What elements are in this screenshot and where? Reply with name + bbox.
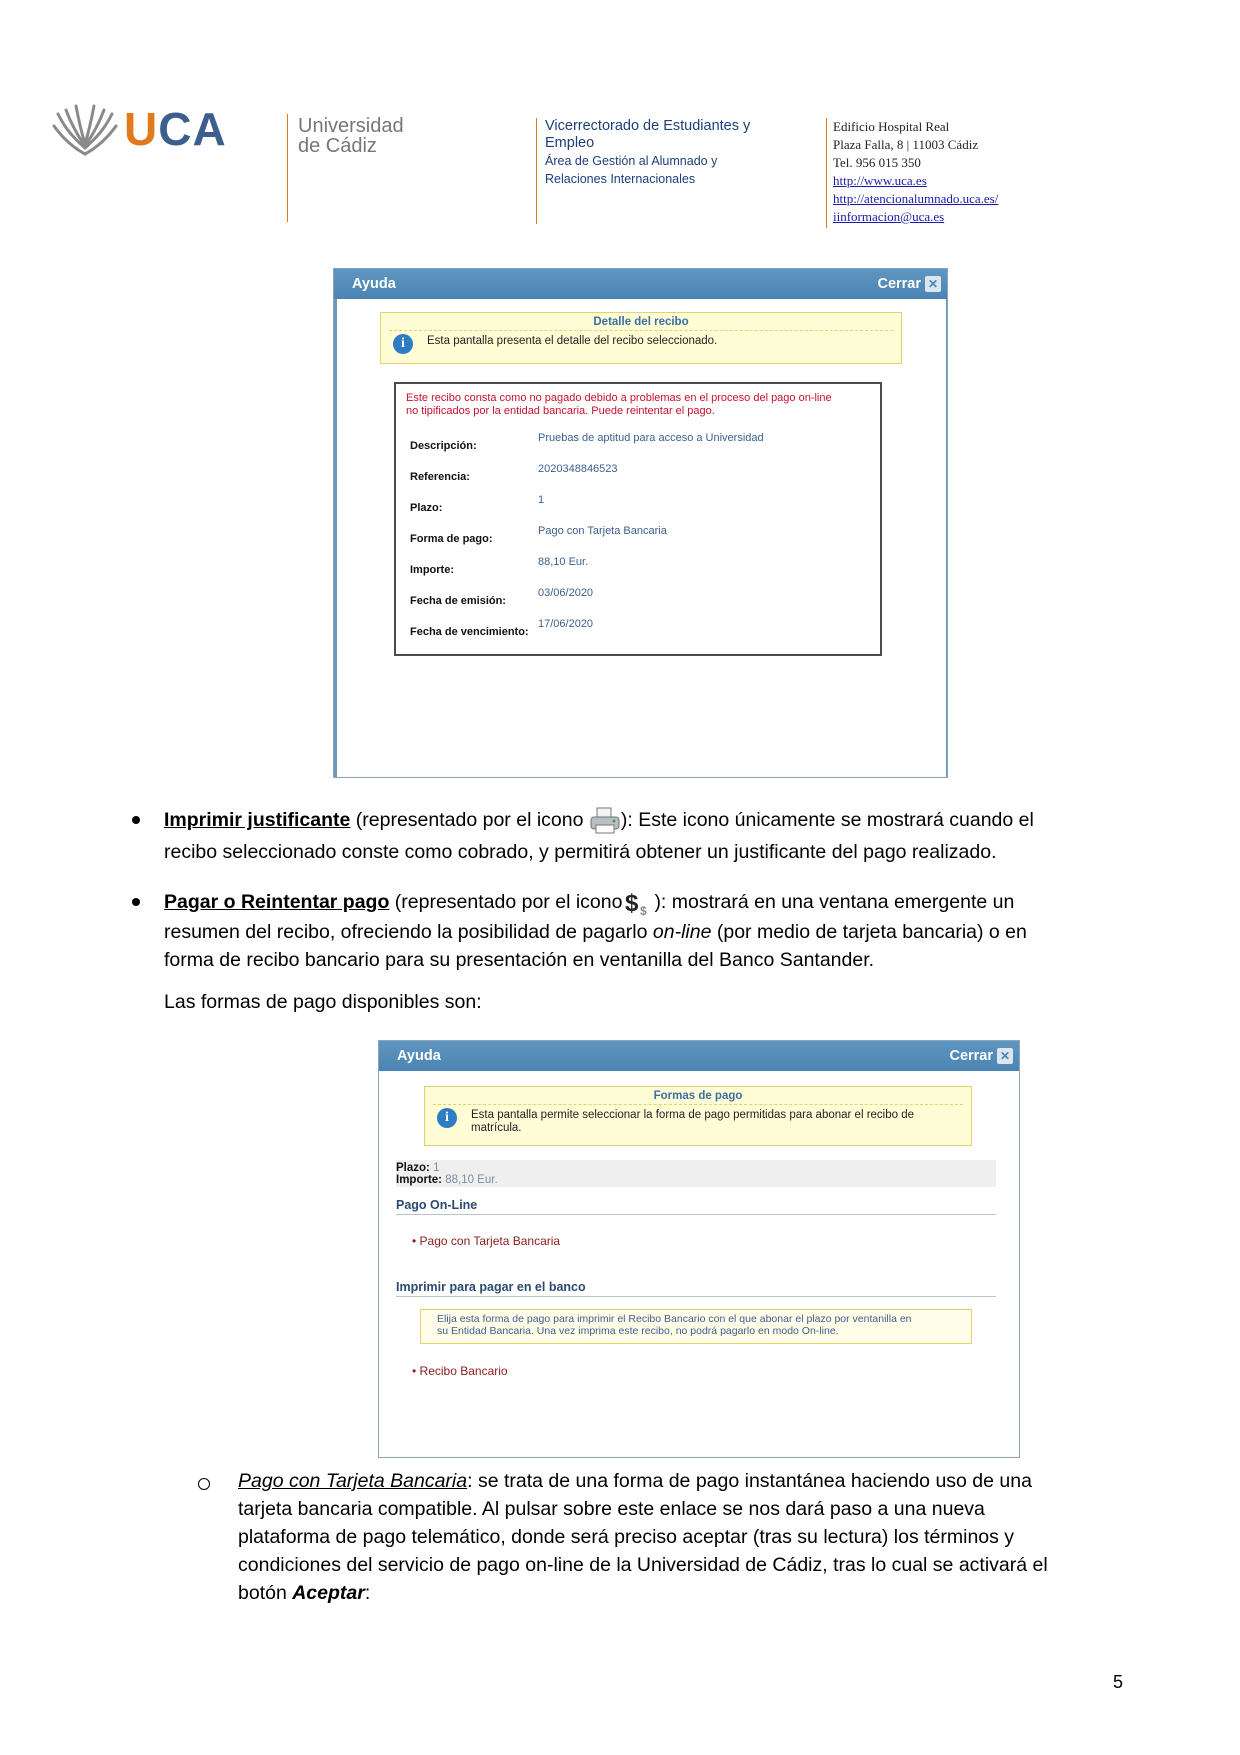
uca-wordmark (124, 104, 227, 154)
address-block (826, 118, 1086, 228)
addr-line3: Tel. 956 015 350 (833, 155, 921, 170)
sub-item-line5 (238, 1579, 1118, 1607)
receipt-fields (406, 430, 870, 647)
window-right-border (946, 299, 947, 777)
close-label: Cerrar (877, 276, 921, 292)
addr-line1: Edificio Hospital Real (833, 119, 950, 134)
bullet-text: (representado por el icono (389, 891, 623, 914)
svg-text:$: $ (625, 890, 639, 917)
bullet-text: (representado por el icono (350, 809, 589, 832)
field-label: Referencia: (410, 471, 470, 483)
receipt-row (406, 554, 870, 585)
receipt-row (406, 585, 870, 616)
close-icon[interactable]: ✕ (925, 276, 941, 292)
close-button[interactable] (949, 1041, 1013, 1071)
bullet-text: ): Este icono únicamente se mostrará cuando el (620, 809, 1034, 832)
info-box-title: Detalle del recibo (389, 313, 893, 331)
window-left-border (334, 299, 337, 777)
email-link[interactable]: iinformacion@uca.es (833, 209, 945, 224)
info-box-receipt (380, 312, 902, 364)
university-name-line2: de Cádiz (298, 135, 377, 157)
field-label: Fecha de vencimiento: (410, 626, 529, 638)
field-value: Pruebas de aptitud para acceso a Universidad (538, 432, 764, 444)
dept-line2: Empleo (545, 135, 595, 151)
imprimir-justificante-term: Imprimir justificante (164, 809, 351, 832)
plazo-label: Plazo: (396, 1162, 430, 1174)
sub-item-line1 (238, 1467, 1118, 1495)
sub-bullet (198, 1478, 210, 1490)
window-title: Ayuda (352, 276, 396, 292)
sub-item-line4: condiciones del servicio de pago on-line de la Universidad de Cádiz, tras lo cual se activará el (238, 1554, 1048, 1576)
field-label: Plazo: (410, 502, 443, 514)
payment-summary (396, 1160, 996, 1187)
dept-line4: Relaciones Internacionales (545, 172, 696, 186)
sub-item-line2: tarjeta bancaria compatible. Al pulsar sobre este enlace se nos dará paso a una nueva (238, 1498, 985, 1520)
receipt-row (406, 461, 870, 492)
uca-logo (52, 100, 404, 160)
pago-tarjeta-term: Pago con Tarjeta Bancaria (238, 1470, 468, 1492)
receipt-warning-line1: Este recibo consta como no pagado debido a problemas en el proceso del pago on-line (406, 392, 832, 404)
bullet-dot (132, 898, 140, 906)
pagar-reintentar-term: Pagar o Reintentar pago (164, 891, 390, 914)
online-emphasis: on-line (652, 921, 712, 943)
field-value: 88,10 Eur. (538, 556, 589, 568)
receipt-row (406, 430, 870, 461)
sub-item-line3: plataforma de pago telemático, donde será preciso aceptar (tras su lectura) los términos y (238, 1526, 1015, 1548)
receipt-detail-panel (394, 382, 882, 656)
bank-receipt-note-line2: su Entidad Bancaria. Una vez imprima este recibo, no podrá pagarlo en modo On-line. (437, 1325, 839, 1337)
bullet-text: (por medio de tarjeta bancaria) o en (711, 921, 1027, 943)
receipt-row (406, 492, 870, 523)
dept-line3: Área de Gestión al Alumnado y (545, 154, 718, 168)
receipt-warning (406, 392, 870, 418)
bullet-pagar-line3: forma de recibo bancario para su presentación en ventanilla del Banco Santander. (164, 949, 875, 971)
field-value: 03/06/2020 (538, 587, 594, 599)
field-value: 2020348846523 (538, 463, 618, 475)
field-label: Descripción: (410, 440, 477, 452)
page-number: 5 (1113, 1672, 1124, 1692)
sub-item-text: botón (238, 1582, 293, 1604)
pago-tarjeta-link[interactable]: • Pago con Tarjeta Bancaria (412, 1234, 561, 1248)
field-value: 17/06/2020 (538, 618, 594, 630)
receipt-row (406, 523, 870, 554)
info-icon: i (393, 334, 413, 354)
uca-emblem-icon (52, 104, 118, 156)
info-icon: i (437, 1108, 457, 1128)
receipt-row (406, 616, 870, 647)
importe-label: Importe: (396, 1174, 442, 1186)
info-box-text: Esta pantalla presenta el detalle del recibo seleccionado. (427, 335, 718, 347)
bullet-text: ): mostrará en una ventana emergente un (654, 891, 1015, 914)
bank-receipt-note-line1: Elija esta forma de pago para imprimir el Recibo Bancario con el que abonar el plazo por ventanilla en (437, 1313, 912, 1325)
uca-wordmark-text: UCA (124, 103, 227, 155)
field-label: Fecha de emisión: (410, 595, 506, 607)
bullet-text: resumen del recibo, ofreciendo la posibilidad de pagarlo (164, 921, 653, 943)
section-pago-online: Pago On-Line (396, 1198, 996, 1215)
info-box-text-line1: Esta pantalla permite seleccionar la forma de pago permitidas para abonar el recibo de (471, 1109, 915, 1121)
department-block (536, 118, 776, 224)
bullet-imprimir-line1 (164, 806, 1114, 836)
importe-value: 88,10 Eur. (445, 1174, 498, 1186)
close-button[interactable] (877, 269, 941, 299)
recibo-bancario-link[interactable]: • Recibo Bancario (412, 1364, 508, 1378)
window-title: Ayuda (397, 1048, 441, 1064)
uca-website-link[interactable]: http://www.uca.es (833, 173, 927, 188)
close-icon[interactable]: ✕ (997, 1048, 1013, 1064)
close-label: Cerrar (949, 1048, 993, 1064)
bank-receipt-note (420, 1309, 972, 1344)
dollar-icon (622, 888, 654, 918)
plazo-value: 1 (433, 1162, 440, 1174)
atencion-alumnado-link[interactable]: http://atencionalumnado.uca.es/ (833, 191, 999, 206)
window-title-bar (334, 269, 947, 299)
dept-line1: Vicerrectorado de Estudiantes y (545, 118, 751, 134)
printer-icon (589, 806, 621, 836)
bullet-imprimir-line2: recibo seleccionado conste como cobrado, y permitirá obtener un justificante del pago realizado. (164, 841, 997, 863)
field-value: Pago con Tarjeta Bancaria (538, 525, 667, 537)
window-title-bar (379, 1041, 1019, 1071)
sub-item-text: : (364, 1582, 371, 1604)
university-name-line1: Universidad (298, 115, 404, 137)
sub-item-text: : se trata de una forma de pago instantánea haciendo uso de una (467, 1470, 1032, 1492)
field-label: Forma de pago: (410, 533, 493, 545)
aceptar-term: Aceptar (292, 1582, 365, 1604)
bullet-pagar-line1 (164, 888, 1114, 918)
info-box-text-line2: matrícula. (471, 1122, 522, 1134)
section-imprimir-banco: Imprimir para pagar en el banco (396, 1280, 996, 1297)
info-box-title: Formas de pago (433, 1087, 963, 1105)
bullet-dot (132, 816, 140, 824)
svg-text:$: $ (640, 904, 648, 918)
receipt-warning-line2: no tipificados por la entidad bancaria. Puede reintentar el pago. (406, 405, 715, 417)
info-box-payment (424, 1086, 972, 1146)
bullet-pagar-line2 (164, 918, 1114, 946)
field-value: 1 (538, 494, 545, 506)
addr-line2: Plaza Falla, 8 | 11003 Cádiz (833, 137, 979, 152)
university-name (298, 116, 404, 156)
field-label: Importe: (410, 564, 454, 576)
formas-intro: Las formas de pago disponibles son: (164, 991, 482, 1013)
logo-separator (287, 114, 288, 222)
